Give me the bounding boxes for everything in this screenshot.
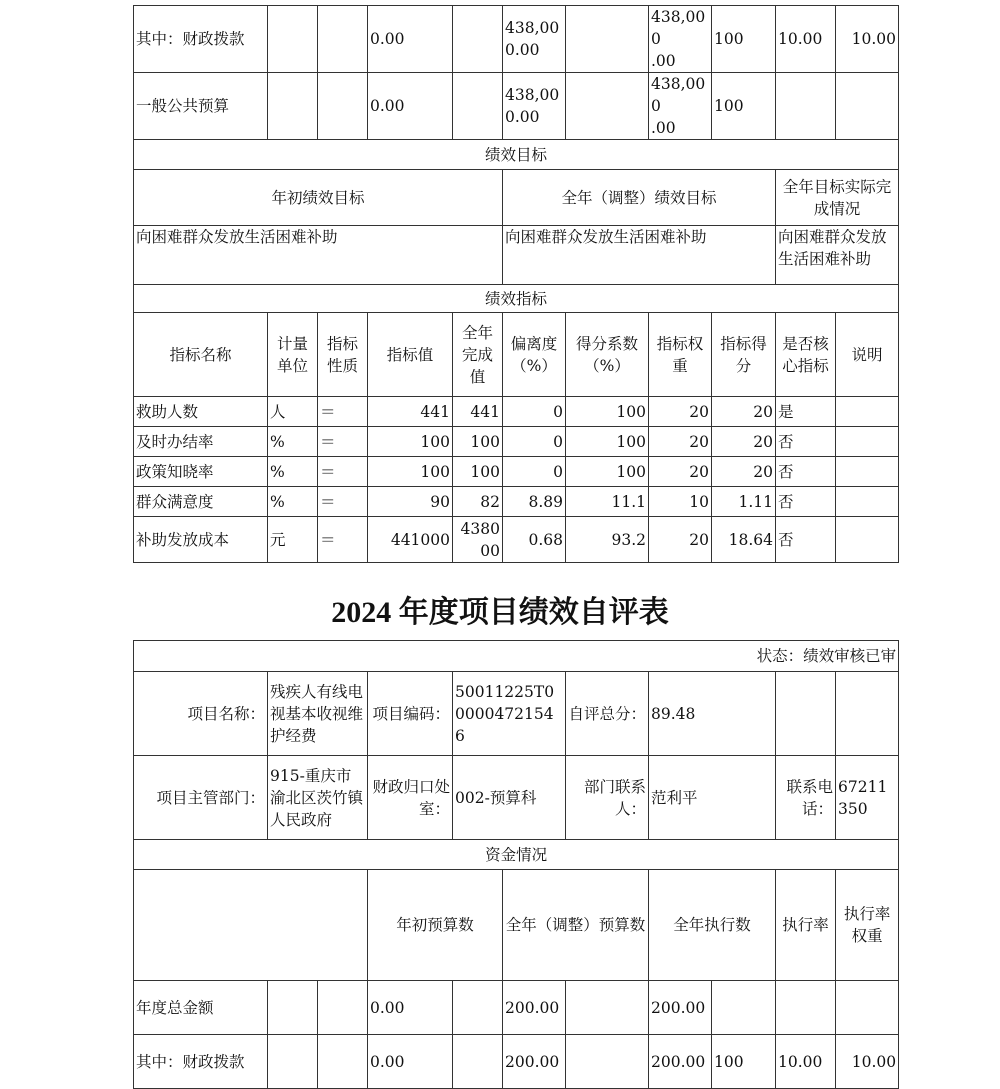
col-header: 执行率权重 bbox=[836, 870, 899, 981]
indicator-note bbox=[836, 517, 899, 563]
initial-budget: 0.00 bbox=[368, 1035, 453, 1089]
indicator-score: 20 bbox=[712, 457, 776, 487]
goal-actual-header: 全年目标实际完成情况 bbox=[776, 170, 899, 226]
indicator-actual: 4380 00 bbox=[453, 517, 503, 563]
dept: 915-重庆市渝北区茨竹镇人民政府 bbox=[268, 756, 368, 840]
goal-adjusted-header: 全年（调整）绩效目标 bbox=[503, 170, 776, 226]
goal-initial: 向困难群众发放生活困难补助 bbox=[134, 226, 503, 285]
col-header: 说明 bbox=[836, 313, 899, 397]
col-header: 全年（调整）预算数 bbox=[503, 870, 649, 981]
adjusted-budget: 438,00 0.00 bbox=[503, 6, 566, 73]
col-header: 年初预算数 bbox=[368, 870, 503, 981]
goal-actual: 向困难群众发放生活困难补助 bbox=[776, 226, 899, 285]
table-row bbox=[134, 427, 899, 457]
col-header: 指标性质 bbox=[318, 313, 368, 397]
indicator-note bbox=[836, 427, 899, 457]
initial-budget: 0.00 bbox=[368, 6, 453, 73]
contact-label: 部门联系人： bbox=[566, 756, 649, 840]
indicator-coef: 100 bbox=[566, 427, 649, 457]
col-header: 指标值 bbox=[368, 313, 453, 397]
indicator-unit: % bbox=[268, 427, 318, 457]
indicator-weight: 10 bbox=[649, 487, 712, 517]
indicator-core: 否 bbox=[776, 457, 836, 487]
table-row bbox=[134, 1035, 899, 1089]
executed-amount: 200.00 bbox=[649, 981, 712, 1035]
table-row bbox=[134, 73, 899, 140]
indicator-nature: ＝ bbox=[318, 457, 368, 487]
adjusted-budget: 200.00 bbox=[503, 981, 566, 1035]
indicator-weight: 20 bbox=[649, 397, 712, 427]
table-row bbox=[134, 487, 899, 517]
indicator-unit: 人 bbox=[268, 397, 318, 427]
rate-weight: 10.00 bbox=[776, 1035, 836, 1089]
indicator-note bbox=[836, 457, 899, 487]
indicator-score: 20 bbox=[712, 397, 776, 427]
col-header: 是否核心指标 bbox=[776, 313, 836, 397]
self-score-label: 自评总分： bbox=[566, 672, 649, 756]
col-header: 计量单位 bbox=[268, 313, 318, 397]
col-header: 全年执行数 bbox=[649, 870, 776, 981]
indicator-actual: 441 bbox=[453, 397, 503, 427]
dept-label: 项目主管部门： bbox=[134, 756, 268, 840]
indicator-value: 441000 bbox=[368, 517, 453, 563]
col-header: 指标得分 bbox=[712, 313, 776, 397]
col-header: 执行率 bbox=[776, 870, 836, 981]
indicator-core: 否 bbox=[776, 517, 836, 563]
rate-score: 10.00 bbox=[836, 6, 899, 73]
indicator-coef: 100 bbox=[566, 457, 649, 487]
indicator-value: 100 bbox=[368, 427, 453, 457]
executed-amount: 438,000 .00 bbox=[649, 73, 712, 140]
indicator-value: 441 bbox=[368, 397, 453, 427]
row-label: 其中：财政拨款 bbox=[134, 1035, 268, 1089]
indicator-unit: % bbox=[268, 457, 318, 487]
indicator-weight: 20 bbox=[649, 517, 712, 563]
col-header: 全年完成值 bbox=[453, 313, 503, 397]
project-name-label: 项目名称： bbox=[134, 672, 268, 756]
indicator-note bbox=[836, 397, 899, 427]
self-score: 89.48 bbox=[649, 672, 776, 756]
indicator-core: 是 bbox=[776, 397, 836, 427]
status-badge: 状态：绩效审核已审 bbox=[134, 641, 899, 672]
indicator-score: 1.11 bbox=[712, 487, 776, 517]
finance-office-label: 财政归口处室： bbox=[368, 756, 453, 840]
performance-table-continued bbox=[133, 5, 899, 563]
execution-rate: 100 bbox=[712, 1035, 776, 1089]
project-name: 残疾人有线电视基本收视维护经费 bbox=[268, 672, 368, 756]
table-row bbox=[134, 397, 899, 427]
page-title: 2024 年度项目绩效自评表 bbox=[331, 596, 669, 629]
indicator-name: 群众满意度 bbox=[134, 487, 268, 517]
indicator-score: 20 bbox=[712, 427, 776, 457]
col-header: 偏离度（%） bbox=[503, 313, 566, 397]
goal-initial-header: 年初绩效目标 bbox=[134, 170, 503, 226]
col-header: 得分系数（%） bbox=[566, 313, 649, 397]
phone-label: 联系电话： bbox=[776, 756, 836, 840]
indicator-actual: 82 bbox=[453, 487, 503, 517]
section-header-funds: 资金情况 bbox=[134, 840, 899, 870]
indicator-actual: 100 bbox=[453, 427, 503, 457]
table-row bbox=[134, 6, 899, 73]
indicator-name: 补助发放成本 bbox=[134, 517, 268, 563]
row-label: 年度总金额 bbox=[134, 981, 268, 1035]
indicator-deviation: 0 bbox=[503, 397, 566, 427]
indicator-value: 100 bbox=[368, 457, 453, 487]
indicator-score: 18.64 bbox=[712, 517, 776, 563]
indicator-nature: ＝ bbox=[318, 487, 368, 517]
section-header-goals: 绩效目标 bbox=[134, 140, 899, 170]
row-label: 一般公共预算 bbox=[134, 73, 268, 140]
initial-budget: 0.00 bbox=[368, 73, 453, 140]
indicator-nature: ＝ bbox=[318, 397, 368, 427]
indicator-core: 否 bbox=[776, 427, 836, 457]
col-header: 指标权重 bbox=[649, 313, 712, 397]
indicator-deviation: 0 bbox=[503, 457, 566, 487]
rate-score: 10.00 bbox=[836, 1035, 899, 1089]
adjusted-budget: 200.00 bbox=[503, 1035, 566, 1089]
indicator-deviation: 0.68 bbox=[503, 517, 566, 563]
table-row bbox=[134, 457, 899, 487]
indicator-name: 救助人数 bbox=[134, 397, 268, 427]
indicator-coef: 93.2 bbox=[566, 517, 649, 563]
phone: 67211350 bbox=[836, 756, 899, 840]
project-code: 50011225T000004721546 bbox=[453, 672, 566, 756]
indicator-name: 及时办结率 bbox=[134, 427, 268, 457]
executed-amount: 200.00 bbox=[649, 1035, 712, 1089]
row-label: 其中：财政拨款 bbox=[134, 6, 268, 73]
adjusted-budget: 438,00 0.00 bbox=[503, 73, 566, 140]
indicator-header-row bbox=[134, 313, 899, 397]
indicator-core: 否 bbox=[776, 487, 836, 517]
col-header: 指标名称 bbox=[134, 313, 268, 397]
executed-amount: 438,000 .00 bbox=[649, 6, 712, 73]
indicator-value: 90 bbox=[368, 487, 453, 517]
rate-weight: 10.00 bbox=[776, 6, 836, 73]
execution-rate: 100 bbox=[712, 73, 776, 140]
table-row bbox=[134, 981, 899, 1035]
table-row bbox=[134, 517, 899, 563]
indicator-note bbox=[836, 487, 899, 517]
indicator-nature: ＝ bbox=[318, 517, 368, 563]
indicator-nature: ＝ bbox=[318, 427, 368, 457]
indicator-unit: 元 bbox=[268, 517, 318, 563]
indicator-unit: % bbox=[268, 487, 318, 517]
indicator-coef: 100 bbox=[566, 397, 649, 427]
funds-header-row bbox=[134, 870, 899, 981]
indicator-deviation: 0 bbox=[503, 427, 566, 457]
finance-office: 002-预算科 bbox=[453, 756, 566, 840]
performance-self-evaluation-table bbox=[133, 640, 899, 1089]
indicator-coef: 11.1 bbox=[566, 487, 649, 517]
indicator-weight: 20 bbox=[649, 427, 712, 457]
project-code-label: 项目编码： bbox=[368, 672, 453, 756]
execution-rate: 100 bbox=[712, 6, 776, 73]
indicator-actual: 100 bbox=[453, 457, 503, 487]
indicator-name: 政策知晓率 bbox=[134, 457, 268, 487]
goal-adjusted: 向困难群众发放生活困难补助 bbox=[503, 226, 776, 285]
indicator-deviation: 8.89 bbox=[503, 487, 566, 517]
contact: 范利平 bbox=[649, 756, 776, 840]
indicator-weight: 20 bbox=[649, 457, 712, 487]
initial-budget: 0.00 bbox=[368, 981, 453, 1035]
section-header-indicators: 绩效指标 bbox=[134, 285, 899, 313]
